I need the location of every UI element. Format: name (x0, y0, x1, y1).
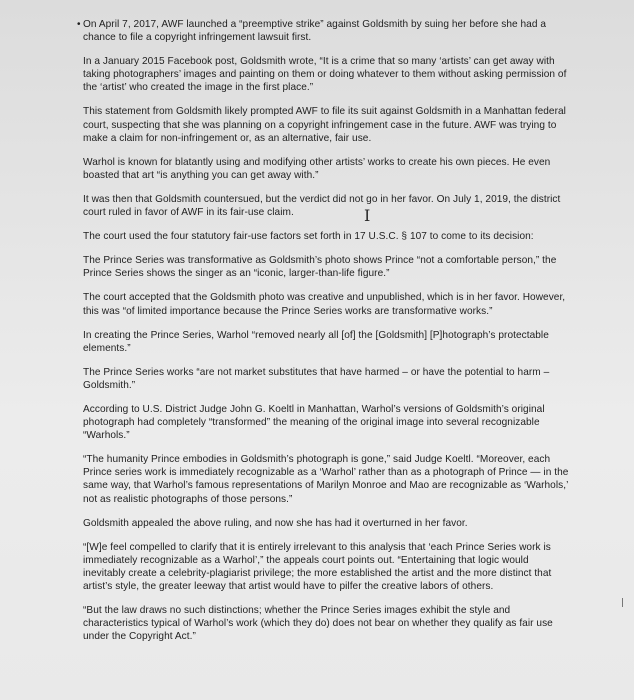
scroll-marker (622, 598, 623, 607)
text-cursor-icon: I (364, 206, 371, 225)
article-paragraph-2: In a January 2015 Facebook post, Goldsmith wrote, “It is a crime that so many ‘artists’ can get away with taking photographers’ images and painting on them or doing whatever to them without asking permission of the ‘artist’ who created the image in the first place.” (83, 56, 567, 94)
article-paragraph-13: Goldsmith appealed the above ruling, and now she has had it overturned in her favor. (83, 517, 468, 529)
article-paragraph-1 (77, 18, 573, 44)
article-paragraph-5: It was then that Goldsmith countersued, but the verdict did not go in her favor. On July 1, 2019, the district court ruled in favor of AWF in its fair-use claim. (83, 193, 561, 219)
article-paragraph-7: The Prince Series was transformative as Goldsmith’s photo shows Prince “not a comfortable person,” the Prince Series shows the singer as an “iconic, larger-than-life figure.” (83, 255, 557, 280)
article-paragraph-11: According to U.S. District Judge John G. Koeltl in Manhattan, Warhol’s versions of Goldsmith’s original photograph had completely “transformed” the meaning of the original image into several recognizable “Warhols.” (83, 403, 545, 442)
article-paragraph-9: In creating the Prince Series, Warhol “removed nearly all [of] the [Goldsmith] [P]hotograph’s protectable elements.” (83, 329, 549, 354)
article-paragraph-12: “The humanity Prince embodies in Goldsmith’s photograph is gone,” said Judge Koeltl. “Moreover, each Prince series work is immediately recognizable as a ‘Warhol’ rather than as a photograph of Prince — in the same way, that Warhol’s famous representations of Marilyn Monroe and Mao are recognizable as ‘Warhols,’ not as realistic photographs of those persons.” (83, 454, 569, 505)
article-paragraph-14: “[W]e feel compelled to clarify that it is entirely irrelevant to this analysis that ‘each Prince Series work is immediately recognizable as a Warhol’,” the appeals court points out. “Entertaining that logic would inevitably create a celebrity-plagiarist privilege; the more established the artist and the more distinct that artist’s style, the greater leeway that artist would have to pilfer the creative labors of others. (83, 541, 552, 592)
article-paragraph-15: “But the law draws no such distinctions; whether the Prince Series images exhibit the style and characteristics typical of Warhol’s work (which they do) does not bear on whether they qualify as fair use under the Copyright Act.” (83, 605, 553, 643)
paragraph-text: On April 7, 2017, AWF launched a “preemptive strike” against Goldsmith by suing her before she had a chance to file a copyright infringement lawsuit first. (83, 19, 547, 44)
article-paragraph-6: The court used the four statutory fair-use factors set forth in 17 U.S.C. § 107 to come to its decision: (83, 231, 534, 243)
article-paragraph-8: The court accepted that the Goldsmith photo was creative and unpublished, which is in her favor. However, this was “of limited importance because the Prince Series works are transformative works.” (83, 292, 566, 317)
article-paragraph-3: This statement from Goldsmith likely prompted AWF to file its suit against Goldsmith in a Manhattan federal court, suspecting that she was planning on a copyright infringement case in the future. AWF was trying to make a claim for non-infringement or, as an alternative, fair use. (83, 106, 566, 144)
article-body (77, 18, 573, 654)
bullet-icon: • (77, 19, 81, 30)
article-paragraph-10: The Prince Series works “are not market substitutes that have harmed – or have the potential to harm – Goldsmith.” (83, 366, 550, 391)
article-paragraph-4: Warhol is known for blatantly using and modifying other artists’ works to create his own pieces. He even boasted that art “is anything you can get away with.” (83, 156, 551, 181)
